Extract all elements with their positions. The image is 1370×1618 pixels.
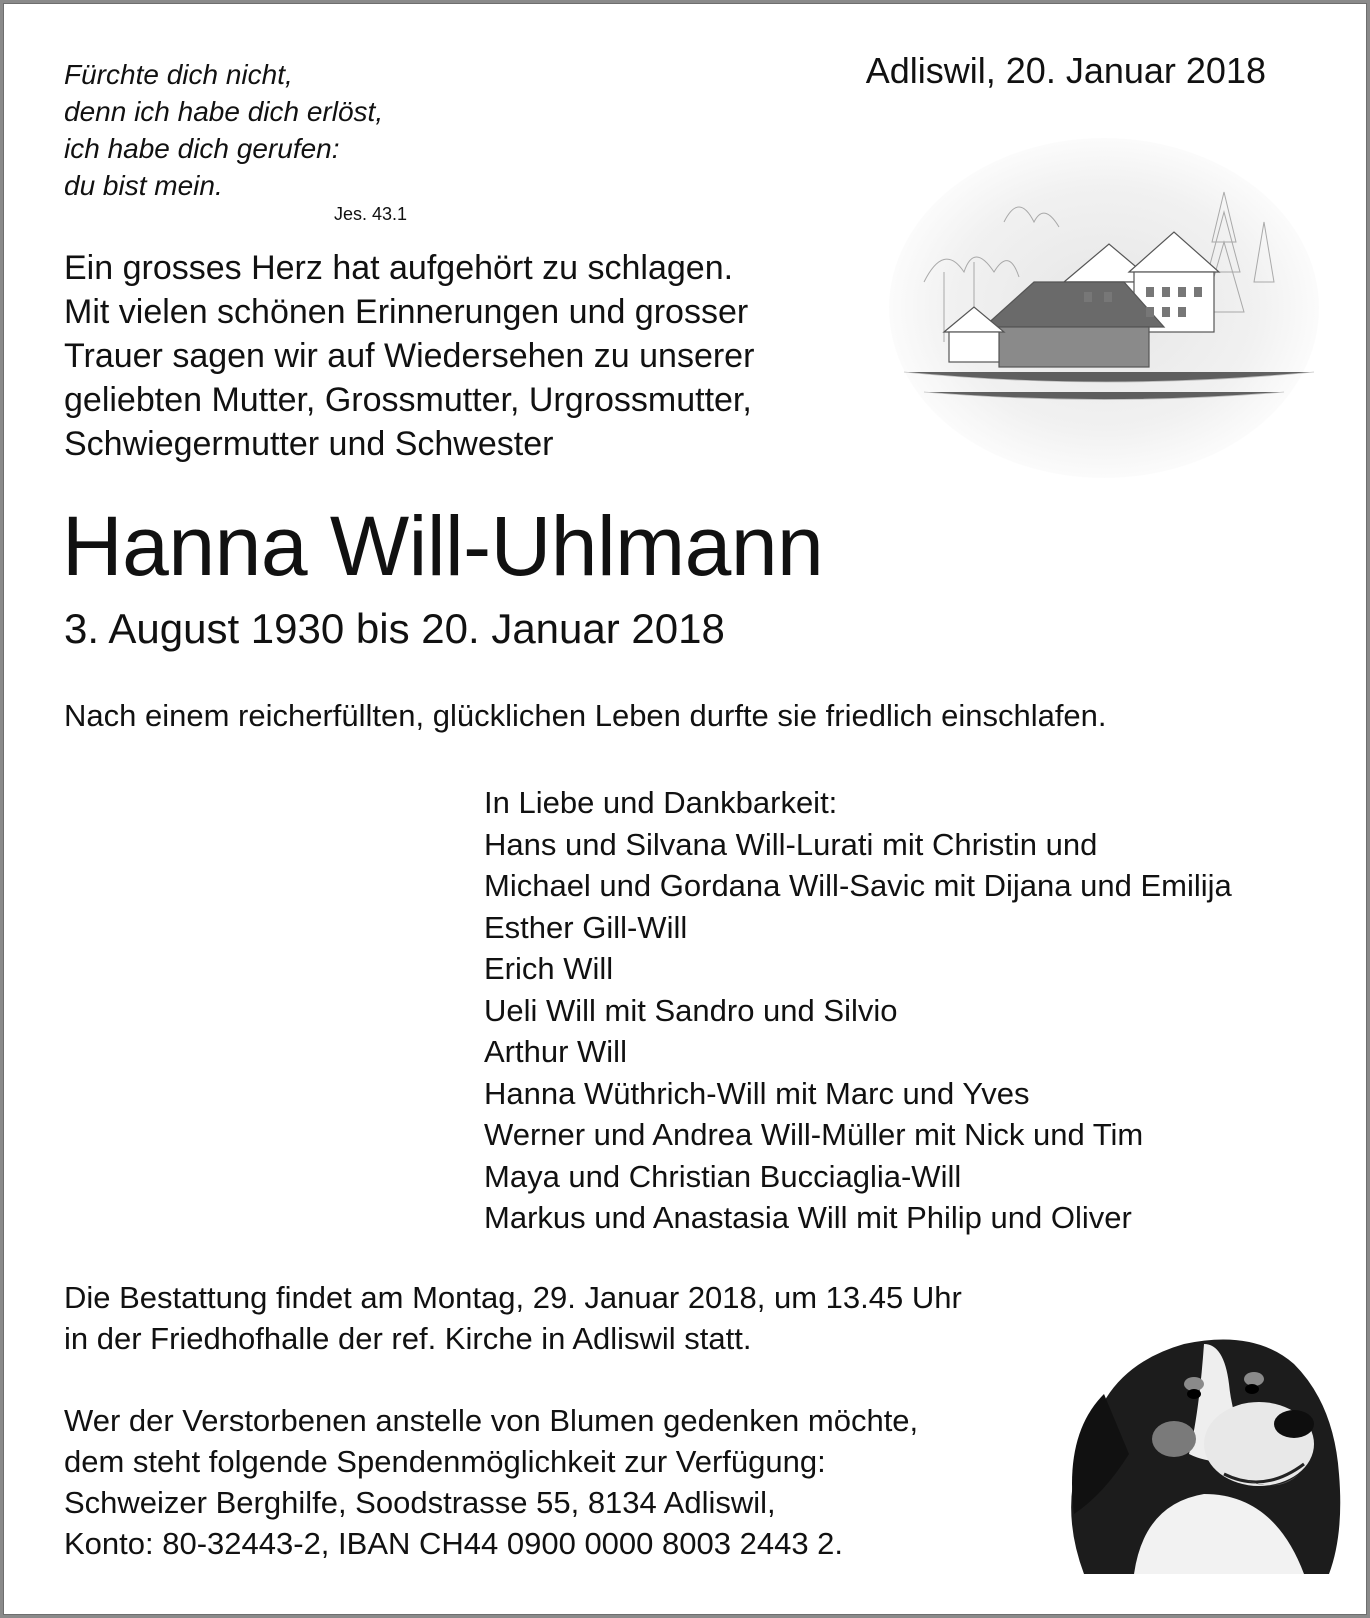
- donation-line: Konto: 80-32443-2, IBAN CH44 0900 0000 8003 2443 2.: [64, 1526, 844, 1561]
- family-heading: In Liebe und Dankbarkeit:: [484, 785, 838, 820]
- verse-line: du bist mein.: [64, 170, 223, 201]
- donation-info: [64, 1400, 918, 1564]
- verse-reference: Jes. 43.1: [334, 204, 408, 224]
- family-list: [484, 782, 1232, 1239]
- donation-line: Schweizer Berghilfe, Soodstrasse 55, 8134 Adliswil,: [64, 1485, 776, 1520]
- intro-line: Ein grosses Herz hat aufgehört zu schlagen.: [64, 249, 734, 287]
- intro-line: geliebten Mutter, Grossmutter, Urgrossmutter,: [64, 381, 752, 419]
- family-member: Ueli Will mit Sandro und Silvio: [484, 992, 898, 1028]
- family-member: Markus und Anastasia Will mit Philip und Oliver: [484, 1200, 1132, 1235]
- donation-line: dem steht folgende Spendenmöglichkeit zur Verfügung:: [64, 1444, 826, 1479]
- place-date: Adliswil, 20. Januar 2018: [865, 50, 1266, 91]
- family-member: Hanna Wüthrich-Will mit Marc und Yves: [484, 1075, 1030, 1111]
- funeral-info: [64, 1277, 962, 1359]
- funeral-line: in der Friedhofhalle der ref. Kirche in Adliswil statt.: [64, 1321, 752, 1356]
- family-member: Werner und Andrea Will-Müller mit Nick und Tim: [484, 1117, 1144, 1152]
- dog-portrait-image: [1044, 1274, 1364, 1574]
- verse-line: ich habe dich gerufen:: [64, 133, 340, 164]
- donation-line: Wer der Verstorbenen anstelle von Blumen gedenken möchte,: [64, 1403, 919, 1438]
- family-member: Hans und Silvana Will-Lurati mit Christin und: [484, 826, 1098, 862]
- life-dates: 3. August 1930 bis 20. Januar 2018: [64, 605, 725, 652]
- village-sketch-image: [884, 132, 1324, 484]
- verse-line: Fürchte dich nicht,: [64, 59, 293, 90]
- intro-line: Schwiegermutter und Schwester: [64, 425, 554, 463]
- intro-line: Mit vielen schönen Erinnerungen und grosser: [64, 293, 749, 331]
- family-member: Michael und Gordana Will-Savic mit Dijana und Emilija: [484, 868, 1232, 903]
- obituary-notice: [3, 3, 1367, 1615]
- family-member: Erich Will: [484, 951, 614, 986]
- family-member: Arthur Will: [484, 1034, 627, 1069]
- deceased-name: Hanna Will-Uhlmann: [62, 499, 824, 593]
- intro-text: [64, 246, 754, 466]
- intro-line: Trauer sagen wir auf Wiedersehen zu unserer: [64, 337, 755, 375]
- bible-verse: [64, 56, 383, 204]
- verse-line: denn ich habe dich erlöst,: [64, 96, 384, 127]
- funeral-line: Die Bestattung findet am Montag, 29. Januar 2018, um 13.45 Uhr: [64, 1280, 962, 1315]
- family-member: Maya und Christian Bucciaglia-Will: [484, 1158, 962, 1194]
- family-member: Esther Gill-Will: [484, 909, 688, 945]
- farewell-message: Nach einem reicherfüllten, glücklichen Leben durfte sie friedlich einschlafen.: [64, 698, 1107, 733]
